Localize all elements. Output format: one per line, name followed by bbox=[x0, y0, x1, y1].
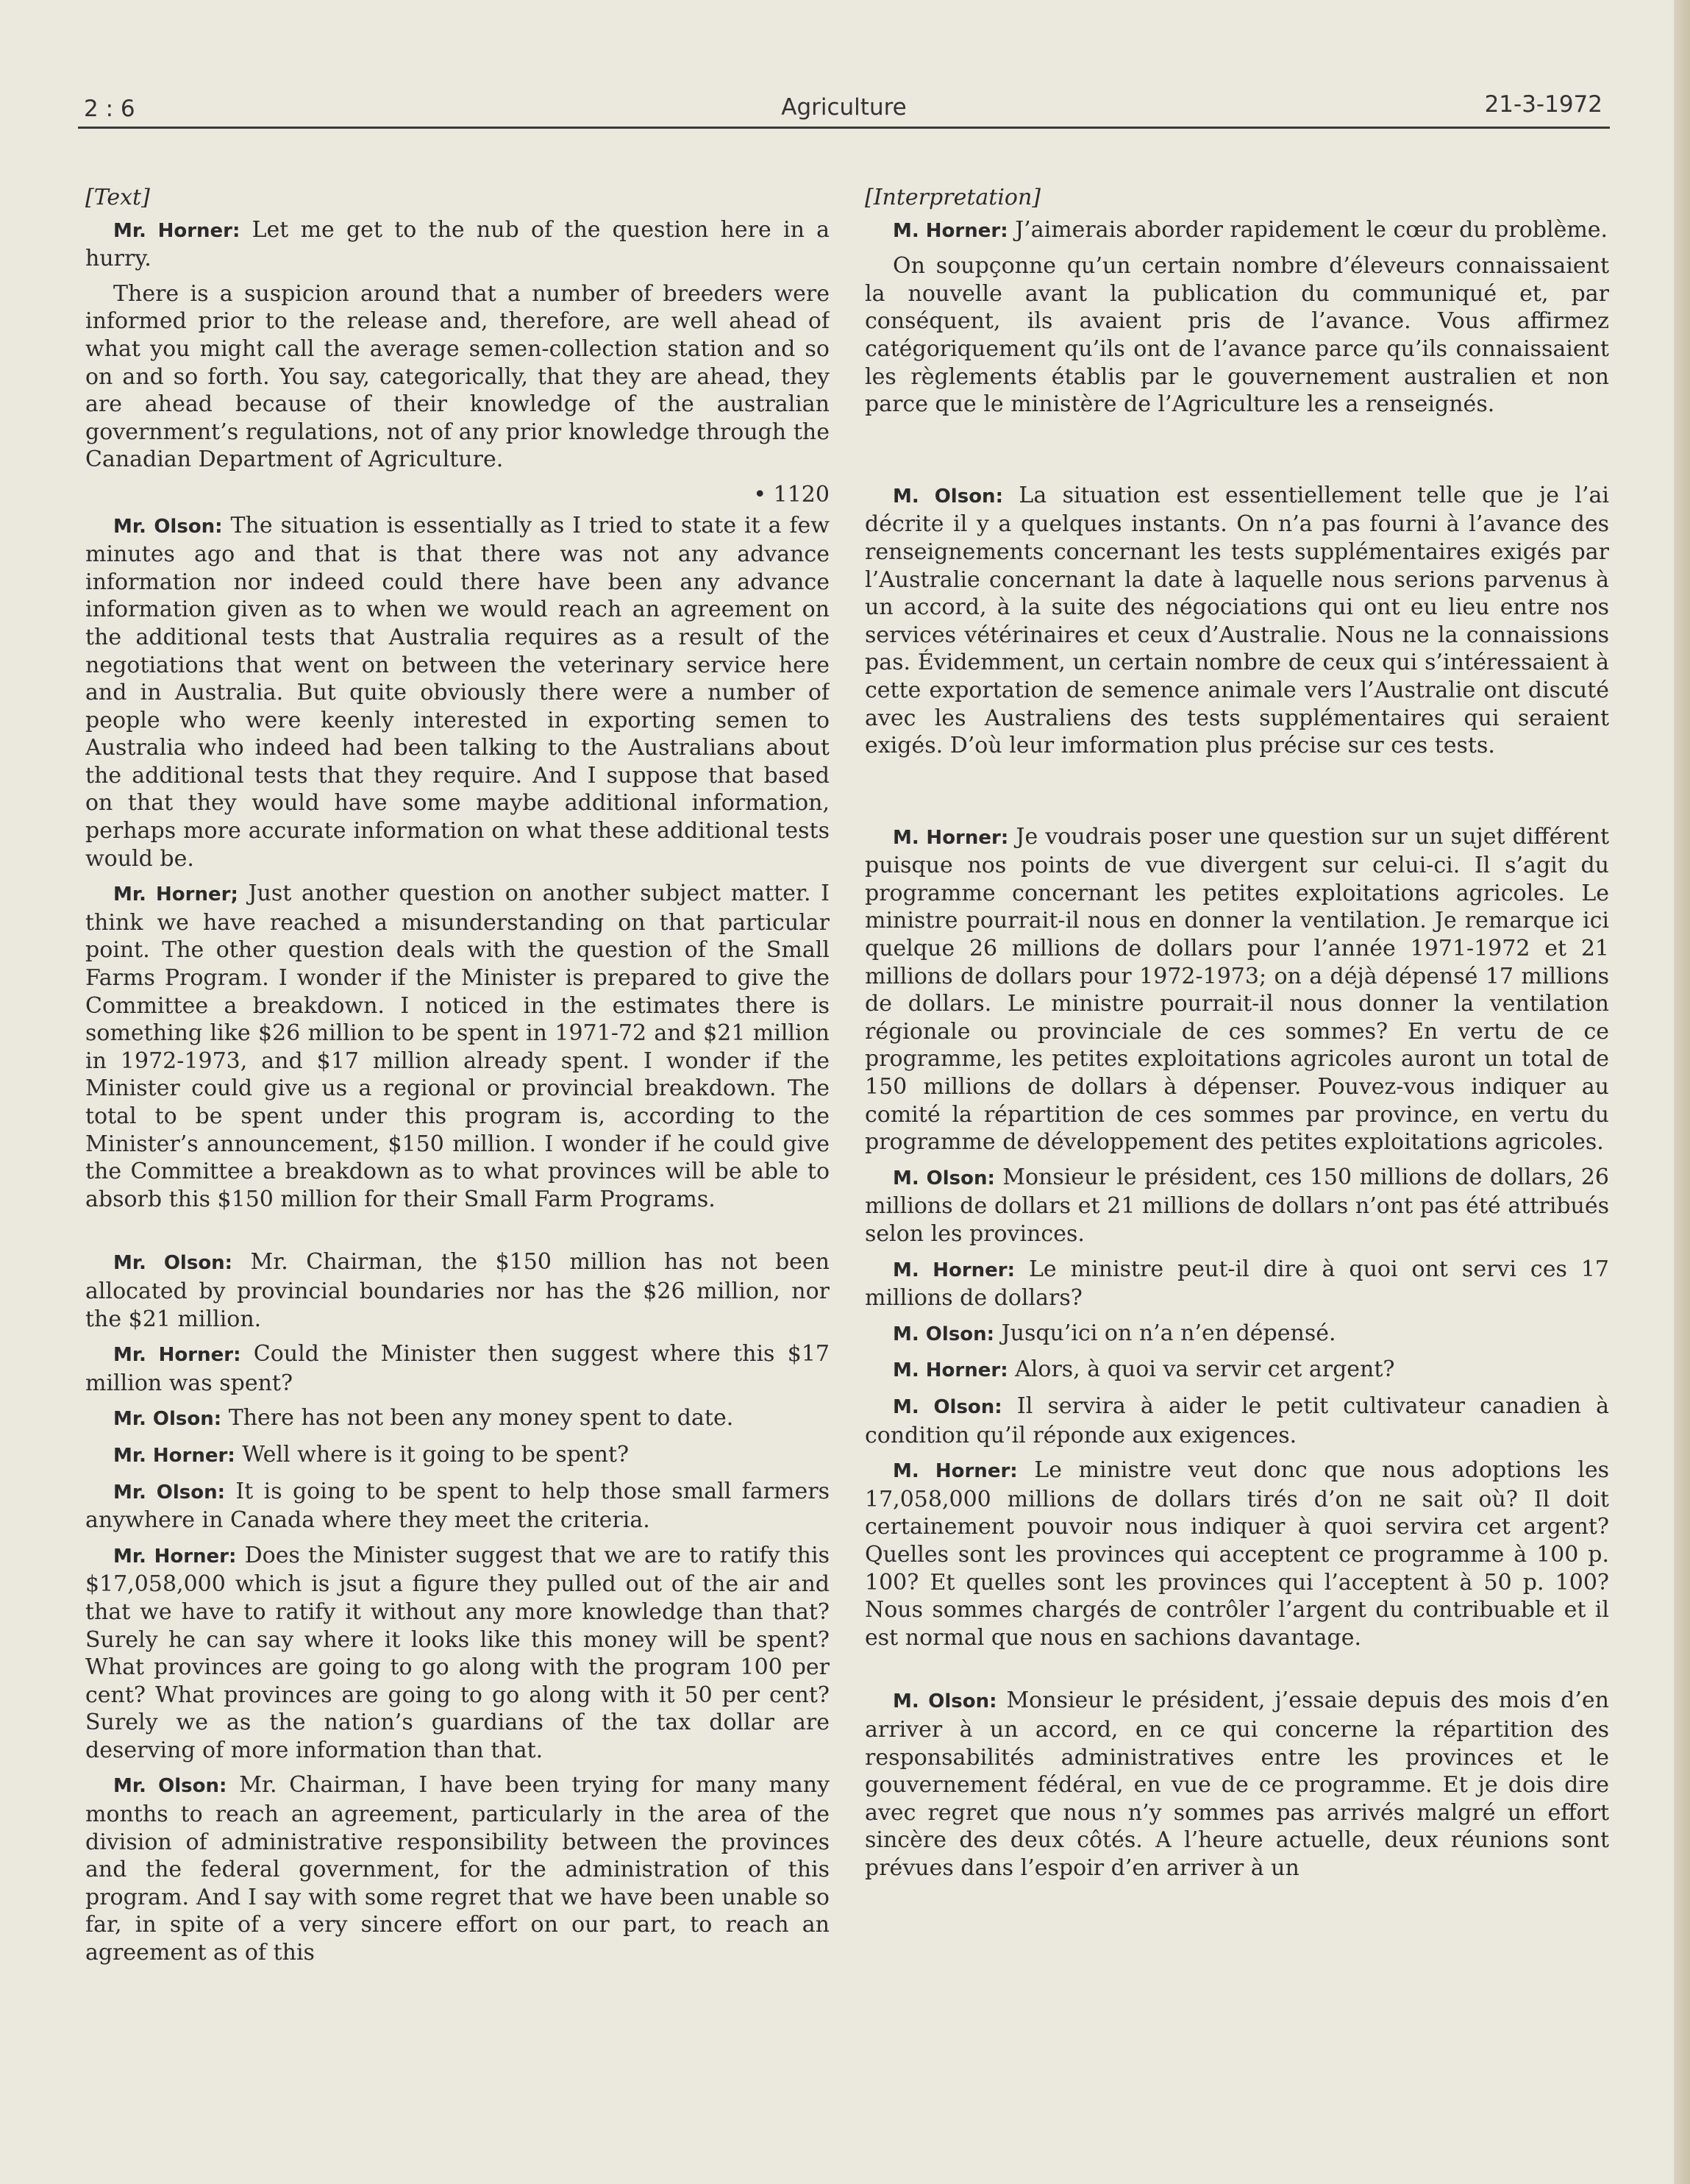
paragraph-text: Does the Minister suggest that we are to ratify this $17,058,000 which is jsut a figure they pulled out of the air and that we have to ratify it without any more knowledge than that? Surely he can say where it looks like this money will be spent? What provinces are going to go along with the program 100 per cent? What provinces are going to go along with it 50 per cent? Surely we as the nation’s guardians of the tax dollar are deserving of more information than that. bbox=[85, 1542, 830, 1763]
paragraph bbox=[865, 252, 1609, 419]
english-column bbox=[85, 177, 830, 2163]
speaker-name: M. Horner: bbox=[893, 219, 1008, 242]
paragraph-text: On soupçonne qu’un certain nombre d’éleveurs connaissaient la nouvelle avant la publication du communiqué et, par conséquent, ils avaient pris de l’avance. Vous affirmez catégoriquement qu’ils ont de l’avance parce qu’ils connaissaient les règlements établis par le gouvernement australien et non parce que le ministère de l’Agriculture les a renseignés. bbox=[865, 253, 1609, 418]
paragraph bbox=[865, 216, 1609, 246]
paragraph bbox=[85, 280, 830, 474]
speaker-name: Mr. Olson: bbox=[113, 1481, 226, 1504]
paragraph-text: Il servira à aider le petit cultivateur canadien à condition qu’il réponde aux exigences. bbox=[865, 1392, 1609, 1448]
speaker-name: M. Olson: bbox=[893, 1167, 995, 1189]
speaker-name: Mr. Olson: bbox=[113, 1252, 233, 1275]
speaker-name: M. Horner: bbox=[893, 1359, 1008, 1382]
paragraph bbox=[85, 216, 830, 273]
spacer bbox=[865, 767, 1609, 823]
paragraph-text: There has not been any money spent to date. bbox=[221, 1405, 734, 1431]
paragraph bbox=[85, 512, 830, 873]
text-label: [Text] bbox=[85, 185, 150, 210]
paragraph-text: Let me get to the nub of the question here in a hurry. bbox=[85, 216, 830, 272]
speaker-name: Mr. Olson: bbox=[113, 1775, 227, 1798]
page-binding-edge bbox=[1674, 0, 1690, 2184]
speaker-name: M. Olson: bbox=[893, 1395, 1002, 1418]
paragraph bbox=[865, 1456, 1609, 1651]
paragraph-text: Just another question on another subject matter. I think we have reached a misunderstanding on that particular point. The other question deals with the question of the Small Farms Program. I wonder if the Minister is prepared to give the Committee a breakdown. I noticed in the estimates there is something like $26 million to be spent in 1971-72 and $21 million in 1972-1973, and $17 million already spent. I wonder if the Minister could give us a regional or provincial breakdown. The total to be spent under this program is, according to the Minister’s announcement, $150 million. I wonder if he could give the Committee a breakdown as to what provinces will be able to absorb this $150 million for their Small Farm Programs. bbox=[85, 881, 830, 1212]
paragraph-text: Alors, à quoi va servir cet argent? bbox=[1008, 1356, 1395, 1383]
paragraph bbox=[85, 1771, 830, 1966]
speaker-name: Mr. Horner: bbox=[113, 1444, 235, 1467]
paragraph-text: Monsieur le président, j’essaie depuis des mois d’en arriver à un accord, en ce qui concerne la répartition des responsabilités administratives entre les provinces et le gouvernement fédéral, en vue de ce programme. Et je dois dire avec regret que nous n’y sommes pas arrivés malgré un effort sincère des deux côtés. A l’heure actuelle, deux réunions sont prévues dans l’espoir d’en arriver à un bbox=[865, 1687, 1609, 1881]
paragraph bbox=[85, 1248, 830, 1333]
paragraph-text: Mr. Chairman, I have been trying for many many months to reach an agreement, particularly in the area of the division of administrative responsibility between the provinces and the federal government, for the administration of this program. And I say with some regret that we have been unable so far, in spite of a very sincere effort on our part, to reach an agreement as of this bbox=[85, 1772, 830, 1966]
paragraph bbox=[85, 880, 830, 1213]
paragraph-text: Le ministre peut-il dire à quoi ont servi ces 17 millions de dollars? bbox=[865, 1256, 1609, 1312]
spacer bbox=[865, 426, 1609, 482]
time-marker: • 1120 bbox=[753, 481, 830, 508]
paragraph bbox=[865, 1392, 1609, 1449]
paragraph-text: There is a suspicion around that a number of breeders were informed prior to the release and, therefore, are well ahead of what you might call the average semen-collection station and so on and so forth. You say, categorically, that they are ahead, they are ahead because of their knowledge of the australian government’s regulations, not of any prior knowledge through the Canadian Department of Agriculture. bbox=[85, 280, 830, 473]
page-date: 21-3-1972 bbox=[1484, 91, 1602, 118]
speaker-name: M. Horner: bbox=[893, 826, 1009, 849]
paragraph-text: The situation is essentially as I tried to state it a few minutes ago and that is that there was not any advance information nor indeed could there have been any advance information given as to when we would reach an agreement on the additional tests that Australia requires as a result of the negotiations that went on between the veterinary service here and in Australia. But quite obviously there were a number of people who were keenly interested in exporting semen to Australia who indeed had been talking to the Australians about the additional tests that they require. And I suppose that based on that they would have some maybe additional information, perhaps more accurate information on what these additional tests would be. bbox=[85, 512, 830, 872]
paragraph-text: Mr. Chairman, the $150 million has not been allocated by provincial boundaries nor has the $26 million, nor the $21 million. bbox=[85, 1249, 830, 1332]
speaker-name: Mr. Horner; bbox=[113, 883, 238, 906]
spacer bbox=[85, 1220, 830, 1248]
speaker-name: M. Horner: bbox=[893, 1460, 1018, 1483]
speaker-name: M. Olson: bbox=[893, 1690, 997, 1713]
paragraph-text: Le ministre veut donc que nous adoptions les 17,058,000 millions de dollars tirés d’on ne sait où? Il doit certainement pouvoir nous indiquer à quoi servira cet argent? Quelles sont les provinces qui acceptent ce programme à 100 p. 100? Et quelles sont les provinces qui l’acceptent à 50 p. 100? Nous sommes chargés de contrôler l’argent du contribuable et il est normal que nous en sachions davantage. bbox=[865, 1457, 1609, 1651]
paragraph bbox=[85, 1441, 830, 1470]
paragraph-text: It is going to be spent to help those small farmers anywhere in Canada where they meet the criteria. bbox=[85, 1478, 830, 1534]
page-number: 2 : 6 bbox=[84, 96, 135, 122]
paragraph bbox=[865, 1356, 1609, 1385]
paragraph-text: Well where is it going to be spent? bbox=[235, 1441, 630, 1468]
spacer bbox=[865, 1659, 1609, 1687]
paragraph-text: Je voudrais poser une question sur un sujet différent puisque nos points de vue divergent sur celui-ci. Il s’agit du programme concernant les petites exploitations agricoles. Le ministre pourrait-il nous en donner la ventilation. Je remarque ici quelque 26 millions de dollars pour l’année 1971-1972 et 21 millions de dollars pour 1972-1973; on a déjà dépensé 17 millions de dollars. Le ministre pourrait-il nous donner la ventilation régionale ou provinciale de ces sommes? En vertu de ce programme, les petites exploitations agricoles auront un total de 150 millions de dollars à dépenser. Pouvez-vous indiquer au comité la répartition de ces sommes par province, en vertu du programme de développement des petites exploitations agricoles. bbox=[865, 823, 1609, 1156]
paragraph bbox=[85, 1404, 830, 1434]
page-title: Agriculture bbox=[781, 94, 907, 121]
speaker-name: Mr. Olson: bbox=[113, 515, 223, 538]
speaker-name: Mr. Horner: bbox=[113, 219, 240, 242]
paragraph bbox=[865, 1164, 1609, 1248]
paragraph bbox=[865, 1687, 1609, 1882]
paragraph bbox=[865, 482, 1609, 760]
paragraph bbox=[85, 1340, 830, 1397]
speaker-name: Mr. Olson: bbox=[113, 1408, 222, 1431]
paragraph-text: J’aimerais aborder rapidement le cœur du problème. bbox=[1008, 216, 1608, 243]
speaker-name: Mr. Horner: bbox=[113, 1545, 237, 1568]
paragraph bbox=[865, 1256, 1609, 1312]
paragraph-text: Jusqu’ici on n’a n’en dépensé. bbox=[994, 1320, 1336, 1346]
paragraph-text: Monsieur le président, ces 150 millions de dollars, 26 millions de dollars et 21 millions de dollars n’ont pas été attribués selon les provinces. bbox=[865, 1164, 1609, 1247]
paragraph-text: Could the Minister then suggest where this $17 million was spent? bbox=[85, 1341, 830, 1396]
speaker-name: M. Olson: bbox=[893, 1323, 995, 1345]
speaker-name: M. Olson: bbox=[893, 485, 1003, 508]
paragraph bbox=[865, 823, 1609, 1156]
paragraph-text: La situation est essentiellement telle que je l’ai décrite il y a quelques instants. On n’a pas fourni à l’avance des renseignements concernant les tests supplémentaires exigés par l’Australie concernant la date à laquelle nous serions parvenus à un accord, à la suite des négociations qui ont eu lieu entre nos services vétérinaires et ceux d’Australie. Nous ne la connaissions pas. Évidemment, un certain nombre de ceux qui s’intéressaient à cette exportation de semence animale vers l’Australie ont discuté avec les Australiens des tests supplémentaires qui seraient exigés. D’où leur imformation plus précise sur ces tests. bbox=[865, 482, 1609, 759]
page-header bbox=[78, 88, 1610, 129]
speaker-name: M. Horner: bbox=[893, 1259, 1016, 1281]
paragraph bbox=[865, 1320, 1609, 1349]
french-column bbox=[865, 177, 1609, 2163]
paragraph bbox=[85, 1542, 830, 1765]
interpretation-label: [Interpretation] bbox=[865, 185, 1041, 210]
speaker-name: Mr. Horner: bbox=[113, 1344, 241, 1367]
paragraph bbox=[85, 1478, 830, 1534]
